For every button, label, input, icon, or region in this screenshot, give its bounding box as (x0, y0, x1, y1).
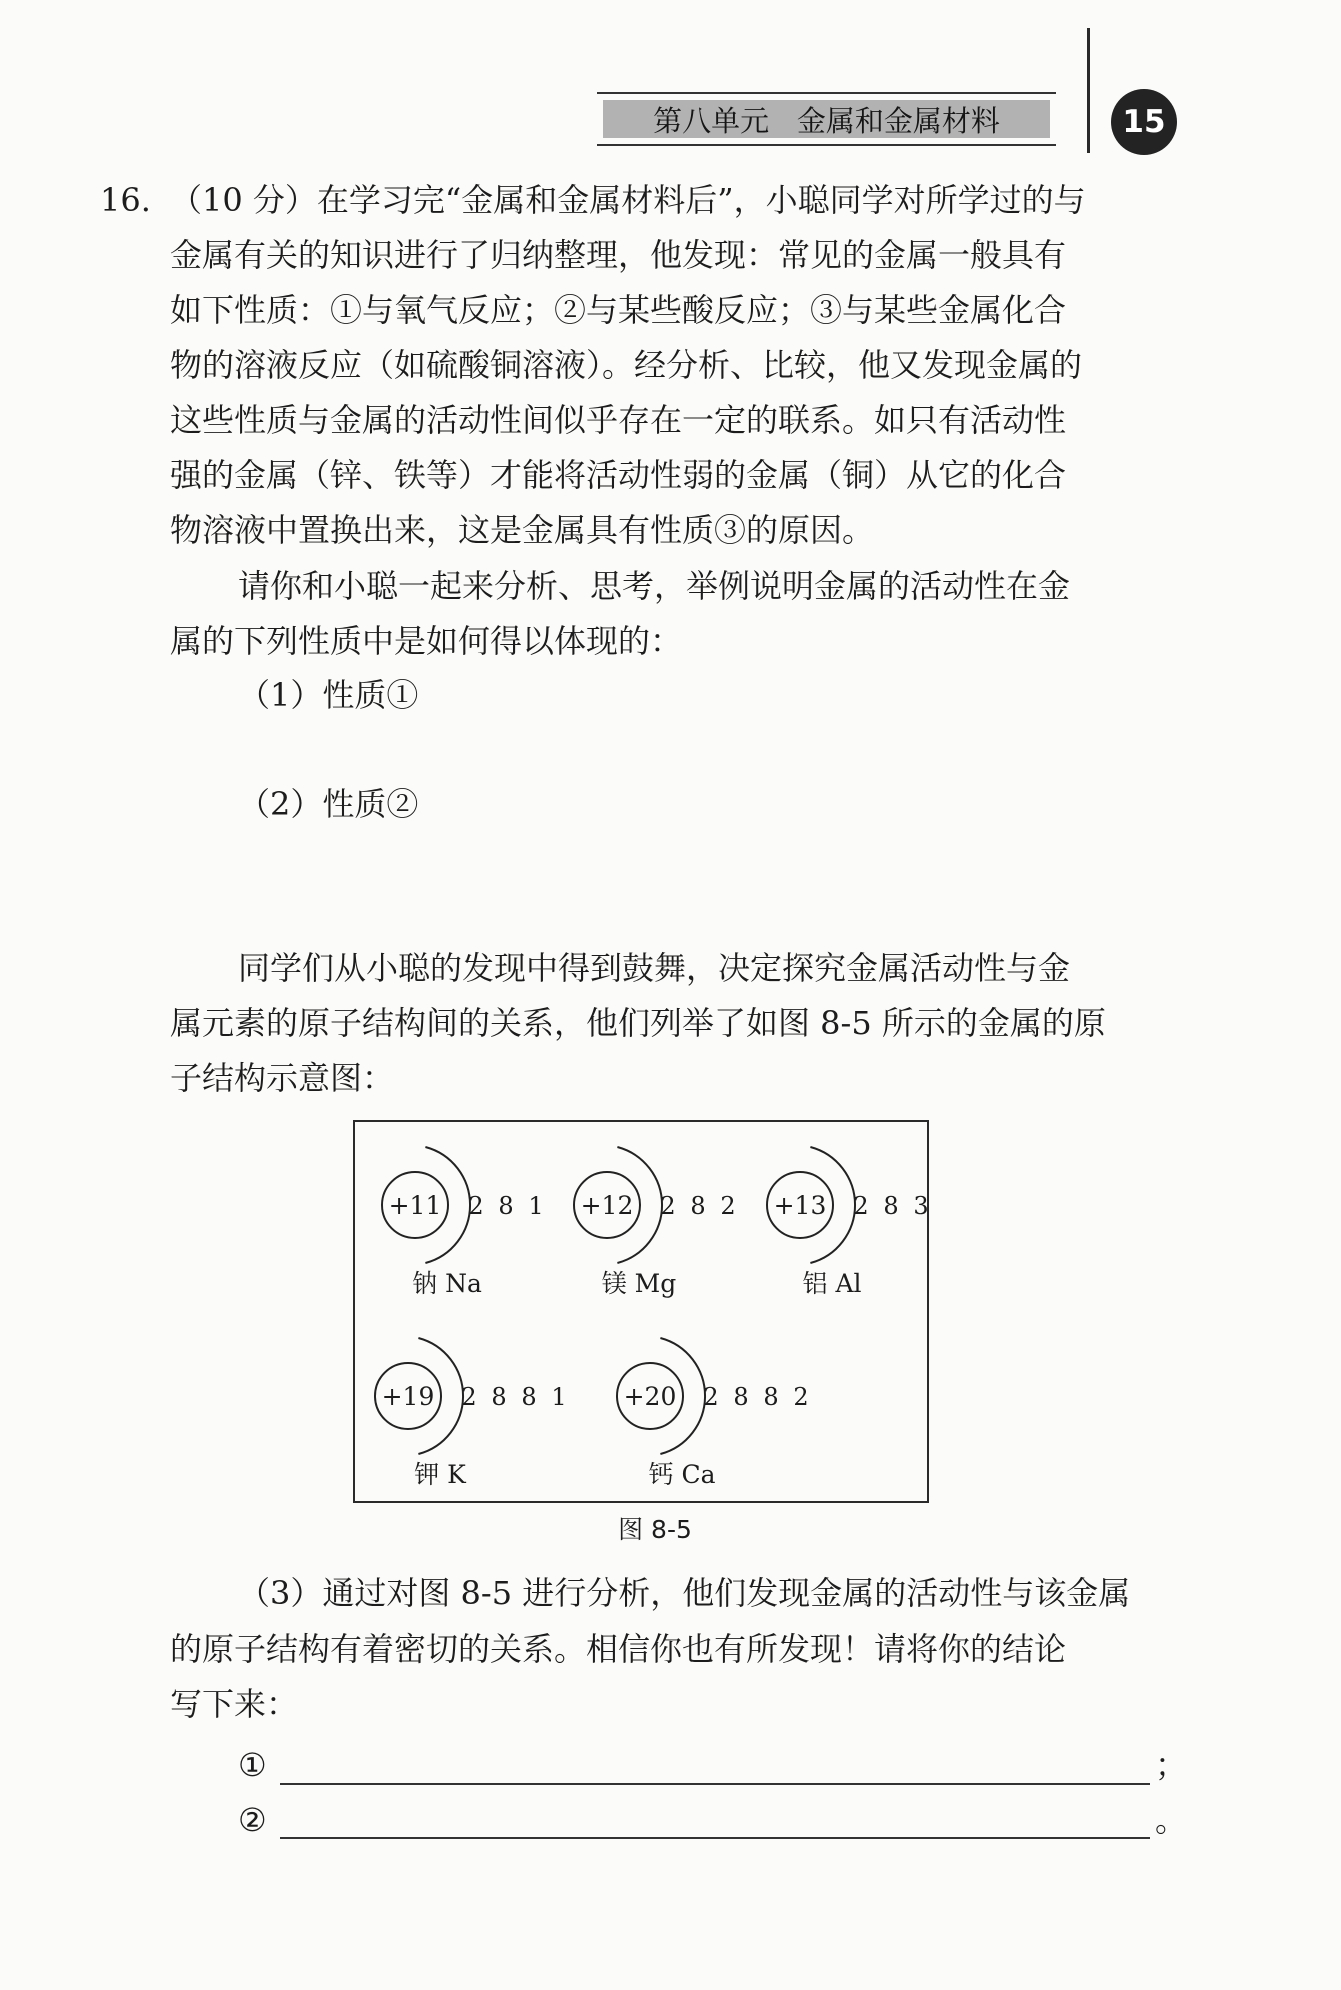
figure-8-5 (353, 1120, 929, 1503)
question-line: 属的下列性质中是如何得以体现的： (170, 622, 683, 660)
question-line: 强的金属（锌、铁等）才能将活动性弱的金属（铜）从它的化合 (170, 456, 1067, 494)
electron-count: 8 (763, 1383, 779, 1411)
electron-count: 2 (461, 1383, 477, 1411)
electron-count: 8 (883, 1192, 899, 1220)
atom-diagram (574, 1147, 736, 1298)
atom-diagram (617, 1338, 809, 1489)
nucleus-charge: +12 (580, 1191, 634, 1220)
electron-count: 8 (733, 1383, 749, 1411)
atom-diagram (767, 1147, 929, 1298)
sub-question-1: （1）性质① (238, 676, 419, 714)
electron-count: 1 (551, 1383, 567, 1411)
nucleus-charge: +20 (623, 1382, 677, 1411)
element-label: 钙 Ca (648, 1460, 716, 1489)
page-number: 15 (1111, 89, 1177, 155)
atom-diagram (382, 1147, 544, 1298)
question-line: 如下性质：①与氧气反应；②与某些酸反应；③与某些金属化合 (170, 291, 1067, 329)
atom-diagram (375, 1338, 567, 1489)
unit-title: 第八单元 金属和金属材料 (653, 103, 1000, 138)
paragraph-line: 属元素的原子结构间的关系，他们列举了如图 8-5 所示的金属的原 (170, 1004, 1106, 1042)
figure-caption: 图 8-5 (618, 1515, 692, 1544)
sub-question-3-line: 写下来： (170, 1685, 299, 1723)
answer-2-marker: ② (238, 1801, 267, 1839)
sub-question-2: （2）性质② (238, 785, 419, 823)
electron-count: 8 (521, 1383, 537, 1411)
unit-header-band (603, 100, 1050, 138)
question-line: 物溶液中置换出来，这是金属具有性质③的原因。 (170, 511, 875, 549)
atomic-structure-diagrams (355, 1122, 931, 1505)
question-number: 16. (100, 181, 151, 219)
element-label: 镁 Mg (601, 1269, 677, 1298)
nucleus-charge: +19 (381, 1382, 435, 1411)
electron-count: 8 (498, 1192, 514, 1220)
electron-count: 2 (468, 1192, 484, 1220)
element-label: 铝 Al (802, 1269, 862, 1298)
answer-2-end: 。 (1155, 1801, 1188, 1839)
electron-count: 2 (703, 1383, 719, 1411)
electron-count: 2 (660, 1192, 676, 1220)
electron-count: 1 (528, 1192, 544, 1220)
question-line: 请你和小聪一起来分析、思考，举例说明金属的活动性在金 (238, 567, 1071, 605)
question-line: （10 分）在学习完“金属和金属材料后”，小聪同学对所学过的与 (170, 181, 1086, 219)
answer-1-marker: ① (238, 1746, 267, 1784)
nucleus-charge: +11 (388, 1191, 442, 1220)
answer-1-blank[interactable] (280, 1783, 1150, 1785)
paragraph-line: 同学们从小聪的发现中得到鼓舞，决定探究金属活动性与金 (238, 949, 1071, 987)
element-label: 钠 Na (412, 1269, 482, 1298)
paragraph-line: 子结构示意图： (170, 1059, 395, 1097)
electron-count: 2 (853, 1192, 869, 1220)
electron-count: 8 (491, 1383, 507, 1411)
sub-question-3-line: （3）通过对图 8-5 进行分析，他们发现金属的活动性与该金属 (238, 1574, 1131, 1612)
unit-header (597, 92, 1056, 146)
electron-count: 3 (913, 1192, 929, 1220)
electron-count: 2 (720, 1192, 736, 1220)
question-line: 这些性质与金属的活动性间似乎存在一定的联系。如只有活动性 (170, 401, 1067, 439)
element-label: 钾 K (414, 1460, 466, 1489)
electron-count: 8 (690, 1192, 706, 1220)
answer-2-blank[interactable] (280, 1837, 1150, 1839)
question-line: 金属有关的知识进行了归纳整理，他发现：常见的金属一般具有 (170, 236, 1067, 274)
electron-count: 2 (793, 1383, 809, 1411)
answer-1-end: ； (1155, 1746, 1188, 1784)
question-line: 物的溶液反应（如硫酸铜溶液）。经分析、比较，他又发现金属的 (170, 346, 1083, 384)
header-divider (1087, 28, 1090, 153)
nucleus-charge: +13 (773, 1191, 827, 1220)
sub-question-3-line: 的原子结构有着密切的关系。相信你也有所发现！请将你的结论 (170, 1630, 1067, 1668)
